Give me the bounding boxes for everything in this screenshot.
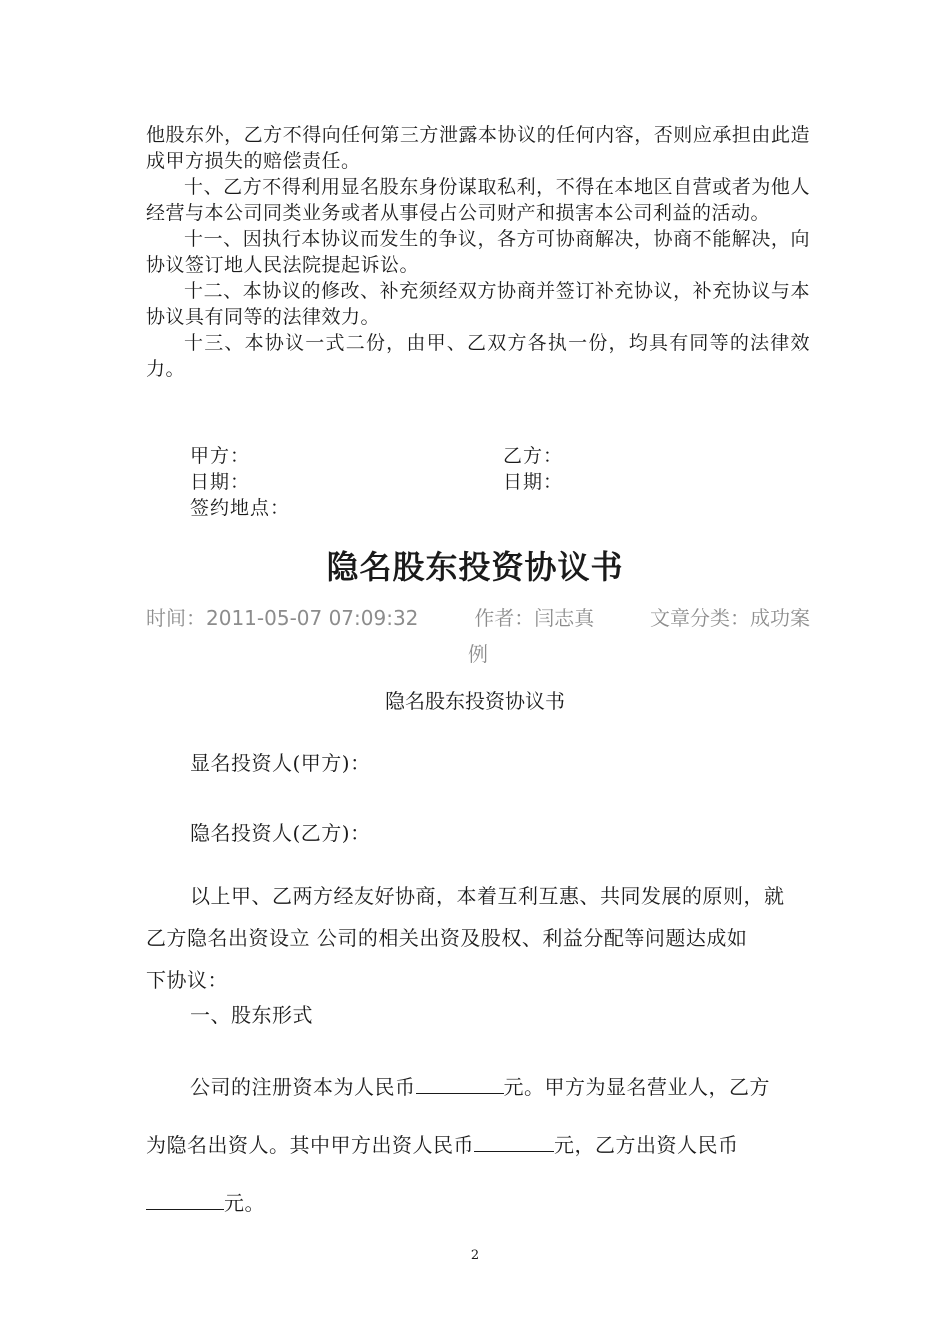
- clause-paragraph: 十三、本协议一式二份，由甲、乙双方各执一份，均具有同等的法律效力。: [146, 332, 810, 380]
- clause-paragraph: 十、乙方不得利用显名股东身份谋取私利，不得在本地区自营或者为他人经营与本公司同类业务或者从事侵占公司财产和损害本公司利益的活动。: [146, 176, 810, 224]
- intro-line: 以上甲、乙两方经友好协商，本着互利互惠、共同发展的原则，就: [190, 884, 785, 908]
- agreement-subtitle: 隐名股东投资协议书: [385, 689, 565, 713]
- blank-amount: [146, 1187, 224, 1210]
- capital-text: 为隐名出资人。其中甲方出资人民币: [146, 1133, 474, 1157]
- blank-amount: [474, 1129, 554, 1152]
- capital-text: 公司的注册资本为人民币: [190, 1075, 416, 1099]
- party-a-line: 显名投资人(甲方)：: [190, 751, 371, 775]
- page-number: 2: [470, 1248, 480, 1263]
- clause-paragraph: 十二、本协议的修改、补充须经双方协商并签订补充协议，补充协议与本协议具有同等的法律效力。: [146, 280, 810, 328]
- party-b-line: 隐名投资人(乙方)：: [190, 821, 371, 845]
- capital-line: [146, 1116, 810, 1174]
- signature-party-a: 甲方：: [190, 445, 251, 467]
- article-meta: [146, 600, 810, 672]
- intro-line: 下协议：: [146, 968, 228, 992]
- clauses-block: [146, 122, 810, 382]
- intro-paragraph: [146, 875, 810, 1001]
- signature-party-b: 乙方：: [503, 445, 564, 467]
- article-author: 作者：闫志真: [474, 606, 595, 630]
- article-title: 隐名股东投资协议书: [326, 548, 624, 586]
- clause-paragraph: 他股东外，乙方不得向任何第三方泄露本协议的任何内容，否则应承担由此造成甲方损失的赔偿责任。: [146, 124, 810, 172]
- article-time: 时间：2011-05-07 07:09:32: [146, 606, 419, 630]
- clause-paragraph: 十一、因执行本协议而发生的争议，各方可协商解决，协商不能解决，向协议签订地人民法院提起诉讼。: [146, 228, 810, 276]
- capital-line: [146, 1174, 810, 1232]
- capital-paragraph: [146, 1058, 810, 1232]
- blank-amount: [416, 1071, 504, 1094]
- capital-line: [146, 1058, 810, 1116]
- signature-date-b: 日期：: [503, 471, 564, 493]
- intro-line: 乙方隐名出资设立 公司的相关出资及股权、利益分配等问题达成如: [146, 926, 748, 950]
- capital-text: 元，乙方出资人民币: [554, 1133, 739, 1157]
- signature-date-a: 日期：: [190, 471, 251, 493]
- capital-text: 元。甲方为显名营业人，乙方: [503, 1075, 770, 1099]
- article-category: 文章分类：成功案: [649, 606, 810, 630]
- article-category-wrap: 例: [468, 642, 488, 666]
- signature-place: 签约地点：: [190, 497, 291, 519]
- section-heading: 一、股东形式: [190, 1003, 313, 1027]
- capital-text: 元。: [224, 1191, 265, 1215]
